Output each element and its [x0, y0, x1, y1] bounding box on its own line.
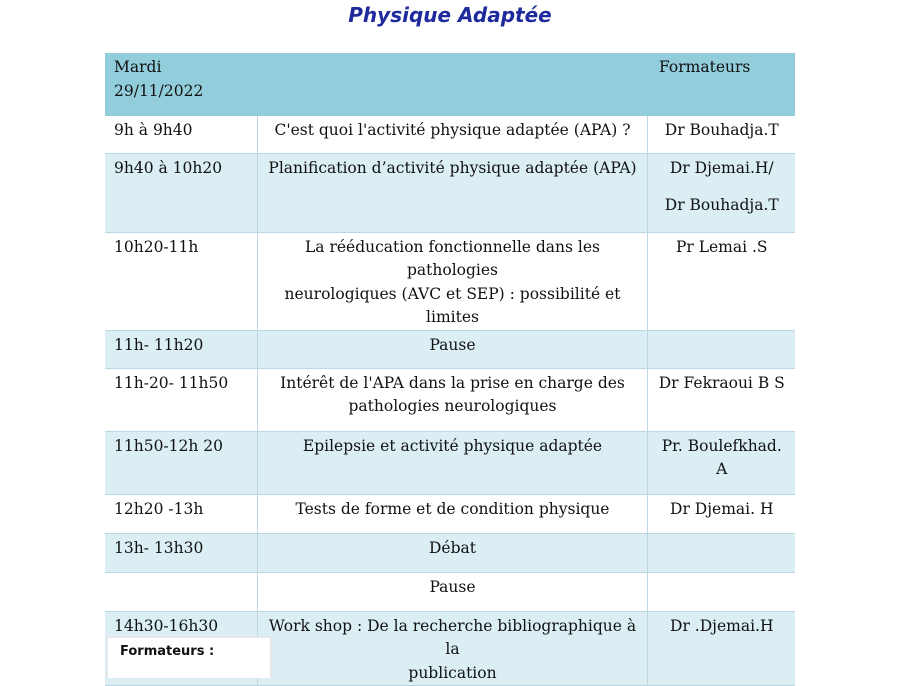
trainer-cell: [647, 611, 795, 686]
topic-line: Débat: [429, 538, 476, 557]
trainer-line: Dr Bouhadja.T: [664, 196, 779, 214]
table-row: [105, 533, 795, 572]
trainer-line: Pr Lemai .S: [675, 237, 768, 256]
topic-line: Tests de forme et de condition physique: [295, 499, 610, 518]
header-date: 29/11/2022: [114, 81, 204, 100]
topic-cell: [257, 494, 647, 533]
time-cell: 14h30-16h30: [105, 611, 257, 686]
table-header-row: [105, 53, 795, 116]
topic-line: Pause: [429, 335, 476, 354]
topic-line: Planification d’activité physique adaptée (APA): [268, 158, 637, 177]
header-topic-cell: [257, 53, 647, 116]
topic-cell: [257, 611, 647, 686]
topic-line: Epilepsie et activité physique adaptée: [302, 436, 603, 455]
trainer-line: Dr Djemai.H/: [669, 158, 774, 177]
topic-cell: [257, 153, 647, 232]
topic-cell: [257, 431, 647, 494]
topic-cell: [257, 533, 647, 572]
trainer-cell: [647, 330, 795, 368]
page-title: Physique Adaptée: [348, 3, 552, 27]
trainer-cell: [647, 572, 795, 611]
time-cell: 12h20 -13h: [105, 494, 257, 533]
trainer-line: Dr Fekraoui B S: [658, 373, 785, 392]
header-day: Mardi: [114, 58, 162, 76]
trainer-line: Pr. Boulefkhad.: [661, 436, 782, 455]
topic-cell: [257, 232, 647, 330]
table-row: [105, 431, 795, 494]
trainer-line: Dr .Djemai.H: [670, 616, 774, 635]
time-cell: 11h- 11h20: [105, 330, 257, 368]
table-row: [105, 153, 795, 232]
trainer-line: A: [716, 460, 728, 478]
trainer-line: Dr Bouhadja.T: [664, 121, 779, 139]
table-row: [105, 494, 795, 533]
topic-cell: [257, 572, 647, 611]
header-trainers-label: Formateurs: [659, 58, 751, 76]
topic-line: C'est quoi l'activité physique adaptée (APA) ?: [274, 121, 631, 139]
header-day-cell: [105, 53, 257, 116]
topic-cell: [257, 330, 647, 368]
trainer-cell: [647, 431, 795, 494]
trainer-cell: [647, 533, 795, 572]
table-row: [105, 330, 795, 368]
time-cell: [105, 572, 257, 611]
schedule-table: [105, 53, 795, 686]
topic-cell: [257, 116, 647, 153]
time-cell: 9h40 à 10h20: [105, 153, 257, 232]
topic-line: Intérêt de l'APA dans la prise en charge des: [280, 373, 625, 392]
time-cell: 9h à 9h40: [105, 116, 257, 153]
topic-line: pathologies neurologiques: [348, 397, 557, 415]
header-trainers-cell: [647, 53, 795, 116]
table-row: [105, 572, 795, 611]
table-row: [105, 232, 795, 330]
topic-line: publication: [408, 663, 497, 682]
trainer-cell: [647, 368, 795, 431]
topic-line: Work shop : De la recherche bibliographique à la: [268, 616, 637, 658]
time-cell: 10h20-11h: [105, 232, 257, 330]
topic-cell: [257, 368, 647, 431]
time-cell: 13h- 13h30: [105, 533, 257, 572]
trainer-cell: [647, 494, 795, 533]
table-row: [105, 116, 795, 153]
footer-trainers-label: Formateurs :: [120, 644, 215, 659]
topic-line: Pause: [429, 577, 476, 596]
footer-trainers-box: [106, 636, 272, 678]
topic-line: neurologiques (AVC et SEP) : possibilité et limites: [284, 284, 621, 326]
trainer-cell: [647, 116, 795, 153]
table-row: [105, 368, 795, 431]
trainer-line: Dr Djemai. H: [670, 499, 774, 518]
time-cell: 11h50-12h 20: [105, 431, 257, 494]
time-cell: 11h-20- 11h50: [105, 368, 257, 431]
trainer-cell: [647, 153, 795, 232]
topic-line: La rééducation fonctionnelle dans les pathologies: [305, 237, 600, 279]
trainer-cell: [647, 232, 795, 330]
